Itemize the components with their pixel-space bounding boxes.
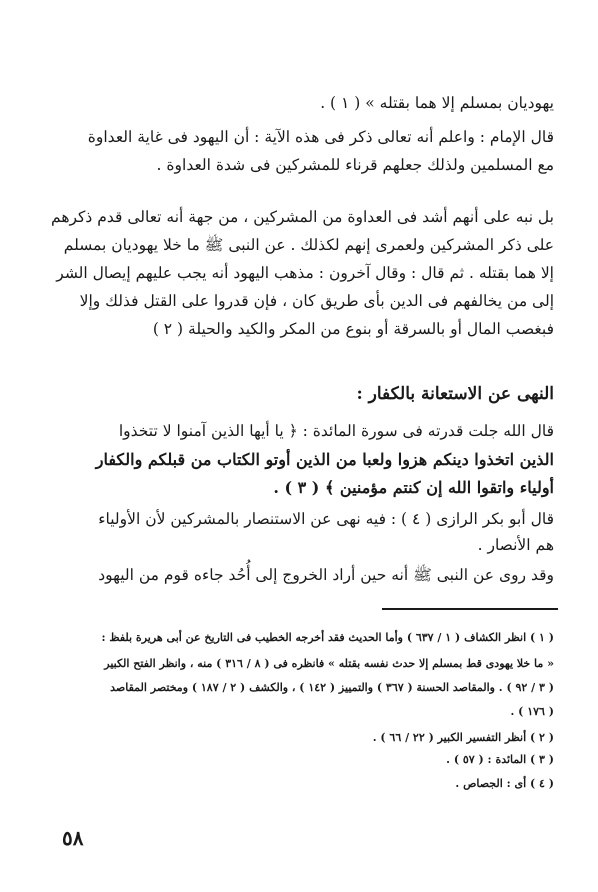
text-line: هم الأنصار . (477, 536, 554, 554)
text-line: قال أبو بكر الرازى ( ٤ ) : فيه نهى عن الاستنصار بالمشركين لأن الأولياء (98, 510, 554, 528)
text-line: إلا هما بقتله . ثم قال : وقال آخرون : مذهب اليهود أنه يجب عليهم إيصال الشر (56, 264, 554, 282)
text-line: يهوديان بمسلم إلا هما بقتله » ( ١ ) . (320, 94, 554, 112)
quran-verse-line: الذين اتخذوا دينكم هزوا ولعبا من الذين أوتو الكتاب من قبلكم والكفار (95, 450, 554, 469)
quran-verse-line: أولياء واتقوا الله إن كنتم مؤمنين ﴾ ( ٣ ) . (273, 478, 554, 497)
footnote-line: ( ٣ ) المائدة : ( ٥٧ ) . (446, 753, 554, 766)
footnote-divider (382, 608, 558, 610)
footnote-line: ( ٣ / ٩٢ ) . والمقاصد الحسنة ( ٣٦٧ ) والتمييز ( ١٤٢ ) ، والكشف ( ٢ / ١٨٧ ) ومختصر المقاصد (110, 681, 554, 694)
text-line: فبغصب المال أو بالسرقة أو بنوع من المكر والكيد والحيلة ( ٢ ) (152, 320, 554, 338)
text-line: مع المسلمين ولذلك جعلهم قرناء للمشركين فى شدة العداوة . (156, 156, 554, 174)
text-line: وقد روى عن النبى ﷺ أنه حين أراد الخروج إلى أُحُد جاءه قوم من اليهود (98, 566, 554, 584)
footnote-line: ( ١٧٦ ) . (510, 705, 554, 718)
text-line: قال الإمام : واعلم أنه تعالى ذكر فى هذه الآية : أن اليهود فى غاية العداوة (87, 128, 554, 146)
section-heading: النهى عن الاستعانة بالكفار : (356, 384, 554, 404)
footnote-line: ( ١ ) انظر الكشاف ( ١ / ٦٣٧ ) وأما الحديث فقد أخرجه الخطيب فى التاريخ عن أبى هريرة بلفظ : (101, 631, 554, 644)
footnote-line: « ما خلا يهودى قط بمسلم إلا حدث نفسه بقتله » فانظره فى ( ٨ / ٣١٦ ) منه ، وانظر الفتح الكبير (104, 657, 554, 670)
text-line: قال الله جلت قدرته فى سورة المائدة : ﴿ يا أيها الذين آمنوا لا تتخذوا (118, 422, 554, 440)
footnote-line: ( ٢ ) أنظر التفسير الكبير ( ٢٢ / ٦٦ ) . (372, 731, 554, 744)
text-line: على ذكر المشركين ولعمرى إنهم لكذلك . عن النبى ﷺ ما خلا يهوديان بمسلم (63, 236, 554, 254)
page-number: ٥٨ (62, 826, 84, 850)
text-line: إلى من يخالفهم فى الدين بأى طريق كان ، فإن قدروا على القتل فذلك وإلا (79, 292, 554, 310)
text-line: بل نبه على أنهم أشد فى العداوة من المشركين ، من جهة أنه تعالى قدم ذكرهم (51, 208, 554, 226)
footnote-line: ( ٤ ) أى : الجصاص . (455, 777, 554, 790)
